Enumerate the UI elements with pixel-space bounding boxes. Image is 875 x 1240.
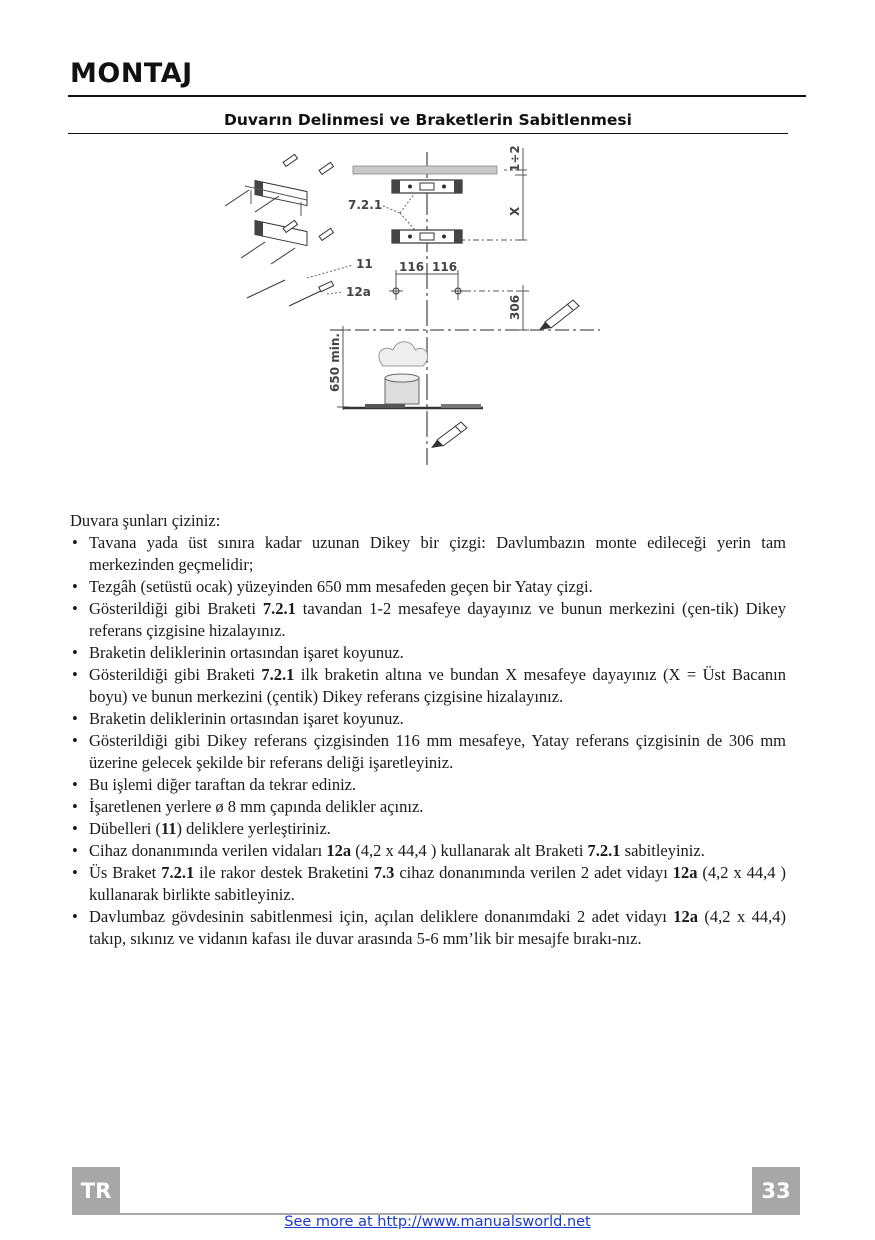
title-rule [68,95,806,97]
step-list [70,532,786,950]
dim-650-label: 650 min. [328,333,342,392]
list-item: • Gösterildiği gibi Dikey referans çizgisinden 116 mm mesafeye, Yatay referans çizgisinin de 306 mm üzerine gelecek şekilde bir referans deliği işaretleyiniz. [70,730,786,774]
list-item: • Üs Braket 7.2.1 ile rakor destek Braketini 7.3 cihaz donanımında verilen 2 adet vidayı 12a (4,2 x 44,4 ) kullanarak birlikte sabitleyiniz. [70,862,786,906]
dowel-label: 11 [356,257,373,271]
subtitle-rule [68,133,788,134]
language-badge: TR [72,1167,120,1215]
exploded-bracket-lower [255,221,307,246]
list-item: • İşaretlenen yerlere ø 8 mm çapında delikler açınız. [70,796,786,818]
cooktop-with-pot [343,342,483,408]
page-title: MONTAJ [70,58,193,89]
list-item: • Tavana yada üst sınıra kadar uzunan Dikey bir çizgi: Davlumbazın monte edileceği yerin tam merkezinden geçmelidir; [70,532,786,576]
right-drill-mark [451,278,465,300]
lower-bracket [392,230,462,243]
bracket-label: 7.2.1 [348,198,383,212]
installation-diagram [215,140,605,470]
upper-bracket [392,180,462,193]
dim-left-116: 116 [399,260,425,274]
dim-top-label: 1÷2 [508,145,522,172]
list-item: • Cihaz donanımında verilen vidaları 12a (4,2 x 44,4 ) kullanarak alt Braketi 7.2.1 sabitleyiniz. [70,840,786,862]
manualsworld-link[interactable]: See more at http://www.manualsworld.net [284,1214,591,1230]
section-subtitle: Duvarın Delinmesi ve Braketlerin Sabitlenmesi [224,111,632,129]
list-item: • Braketin deliklerinin ortasından işaret koyunuz. [70,642,786,664]
list-item: • Bu işlemi diğer taraftan da tekrar ediniz. [70,774,786,796]
instructions [70,510,786,950]
list-item: • Dübelleri (11) deliklere yerleştiriniz. [70,818,786,840]
page-number: 33 [752,1167,800,1215]
dim-x-label: X [508,206,522,216]
intro-text: Duvara şunları çiziniz: [70,511,221,530]
list-item: • Davlumbaz gövdesinin sabitlenmesi için, açılan deliklere donanımdaki 2 adet vidayı 12a (4,2 x 44,4) takıp, sıkınız ve vidanın kafası ile duvar arasında 5-6 mm’lik bir mesajfe bırakı-nız. [70,906,786,950]
left-drill-mark [389,278,403,300]
pencil-icon-lower [431,422,467,448]
dim-right-116: 116 [432,260,458,274]
list-item: • Gösterildiği gibi Braketi 7.2.1 tavandan 1-2 mesafeye dayayınız ve bunun merkezini (çen-tik) Dikey referans çizgisine hizalayınız. [70,598,786,642]
ceiling-bar [353,166,497,174]
list-item: • Tezgâh (setüstü ocak) yüzeyinden 650 mm mesafeden geçen bir Yatay çizgi. [70,576,786,598]
pencil-icon [539,300,579,330]
screw-label: 12a [346,285,371,299]
dim-306-label: 306 [508,294,522,320]
list-item: • Gösterildiği gibi Braketi 7.2.1 ilk braketin altına ve bundan X mesafeye dayayınız (X = Üst Bacanın boyu) ve bunun merkezini (çentik) Dikey referans çizgisine hizalayınız. [70,664,786,708]
list-item: • Braketin deliklerinin ortasından işaret koyunuz. [70,708,786,730]
